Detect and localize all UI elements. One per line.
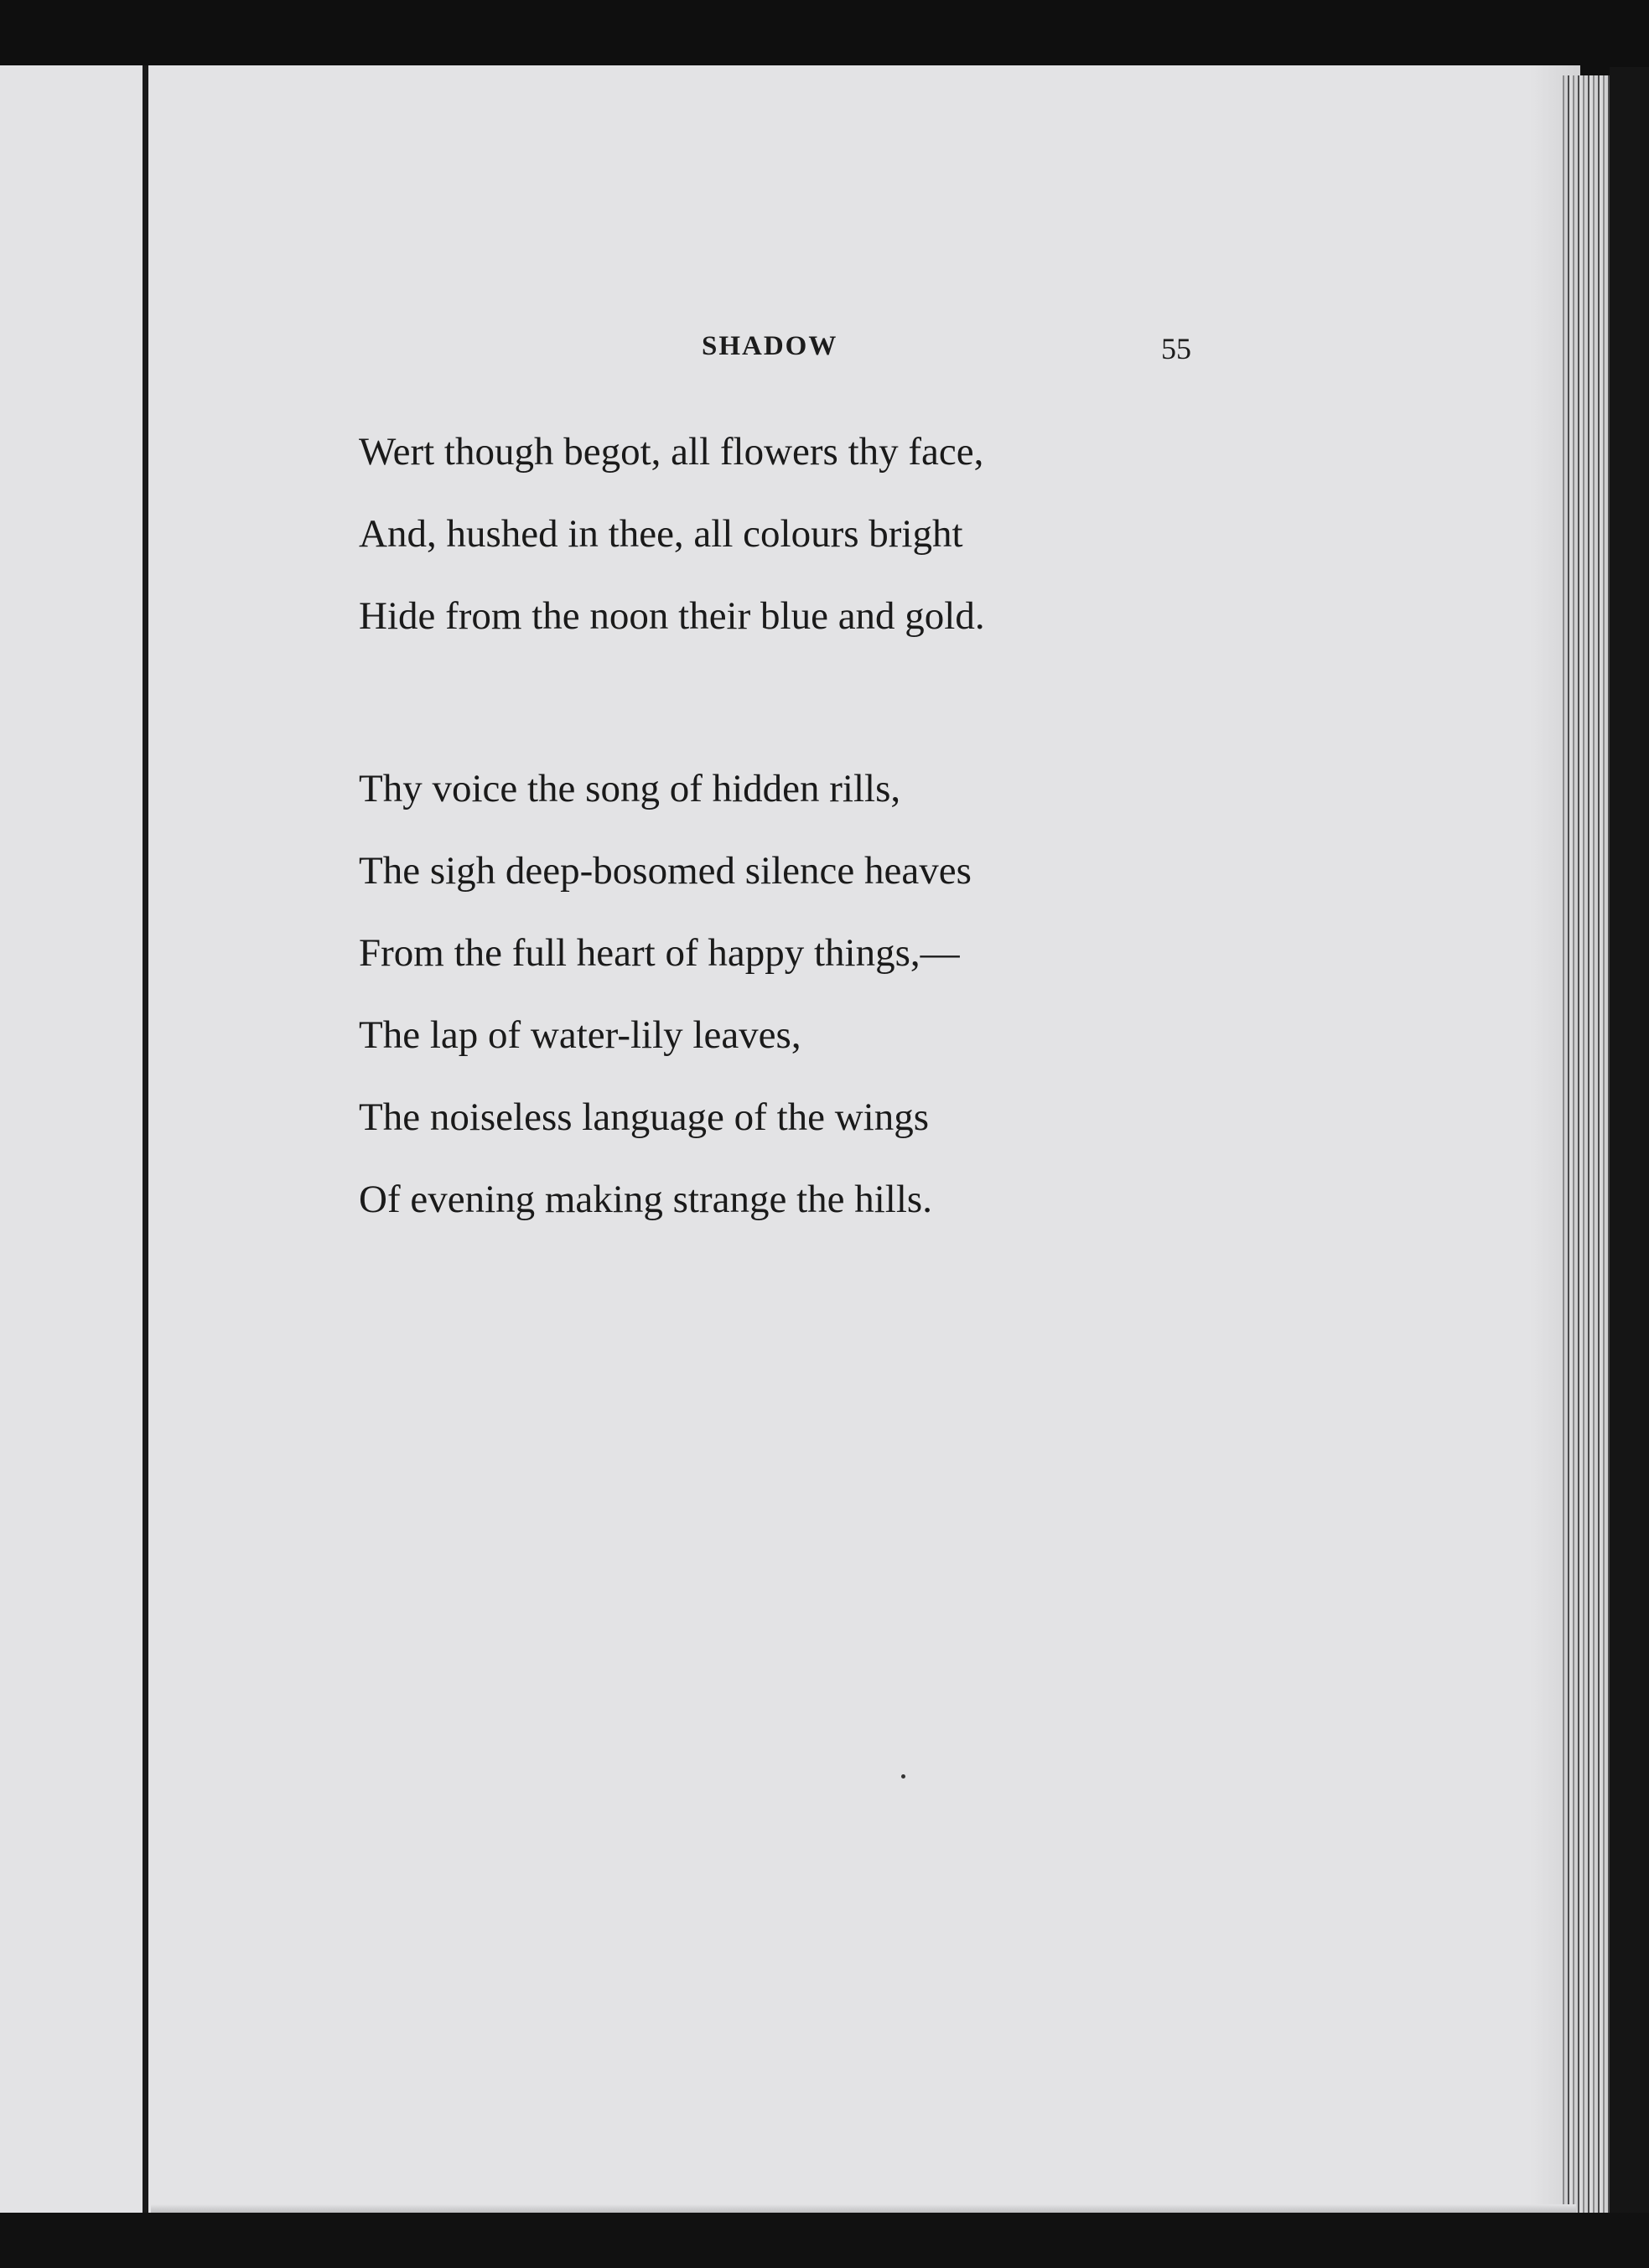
page-header: [360, 331, 1199, 373]
poem-line: Thy voice the song of hidden rills,: [359, 767, 901, 810]
poem-line: And, hushed in thee, all colours bright: [359, 512, 963, 556]
page-number: 55: [1161, 332, 1191, 365]
poem-line: From the full heart of happy things,—: [359, 931, 960, 975]
poem-line: The lap of water-lily leaves,: [359, 1013, 801, 1057]
poem-line: The sigh deep-bosomed silence heaves: [359, 849, 972, 893]
running-head: SHADOW: [702, 331, 838, 361]
poem-body: [359, 411, 1281, 1331]
poem-line: Wert though begot, all flowers thy face,: [359, 430, 984, 474]
scan-background-right: [1610, 67, 1649, 2268]
poem-line: The noiseless language of the wings: [359, 1095, 930, 1139]
ink-speck: [901, 1774, 905, 1779]
poem-line: Hide from the noon their blue and gold.: [359, 594, 985, 638]
stanza-2: [359, 748, 1281, 1240]
poem-line: Of evening making strange the hills.: [359, 1178, 932, 1221]
binding-edge: [143, 65, 148, 2245]
stanza-1: [359, 411, 1281, 657]
scan-background-bottom: [0, 2213, 1649, 2268]
